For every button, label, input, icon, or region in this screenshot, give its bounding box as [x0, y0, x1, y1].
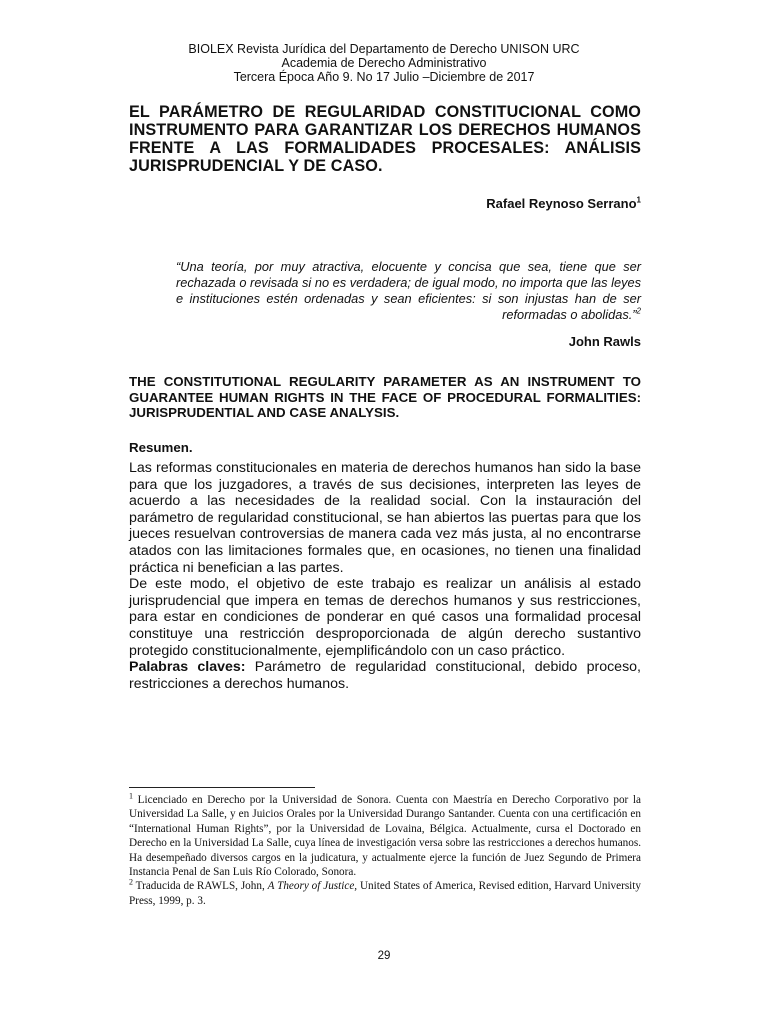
- journal-header: [0, 42, 768, 84]
- epigraph-text: “Una teoría, por muy atractiva, elocuente y concisa que sea, tiene que ser rechazada o revisada si no es verdadera; de igual modo, no importa que las leyes e instituciones estén ordenadas y sean eficientes: si son injustas han de ser reformadas o abolidas.”: [176, 259, 641, 322]
- footnotes: [129, 793, 641, 908]
- footnote-2-text-after: United States of America, Revised edition, Harvard University Press, 1999, p. 3.: [129, 880, 641, 907]
- english-title: THE CONSTITUTIONAL REGULARITY PARAMETER AS AN INSTRUMENT TO GUARANTEE HUMAN RIGHTS IN THE FACE OF PROCEDURAL FORMALITIES: JURISPRUDENTIAL AND CASE ANALYSIS.: [129, 374, 641, 420]
- keywords-text: Parámetro de regularidad constitucional, debido proceso, restricciones a derechos humanos.: [129, 659, 641, 692]
- epigraph-author: John Rawls: [568, 334, 641, 349]
- footnote-2-book-title: A Theory of Justice,: [267, 880, 358, 893]
- keywords-label: Palabras claves:: [129, 659, 246, 676]
- author-footnote-ref[interactable]: 1: [636, 195, 641, 205]
- footnote-separator: [129, 787, 315, 788]
- journal-header-line-3: Tercera Época Año 9. No 17 Julio –Diciembre de 2017: [233, 70, 535, 84]
- author-name: Rafael Reynoso Serrano: [486, 196, 637, 211]
- footnote-2: [129, 879, 641, 908]
- abstract-heading: Resumen.: [129, 440, 193, 455]
- abstract-body: [129, 460, 641, 692]
- keywords-paragraph: [129, 659, 641, 692]
- footnote-2-number: 2: [129, 877, 133, 887]
- abstract-paragraph-2: De este modo, el objetivo de este trabajo es realizar un análisis al estado jurisprudencial que impera en temas de derechos humanos y sus restricciones, para estar en condiciones de ponderar en qué casos una formalidad procesal constituye una restricción desproporcionada de algún derecho sustantivo protegido constitucionalmente, ejemplificándolo con un caso práctico.: [129, 576, 641, 659]
- footnote-1-number: 1: [129, 791, 133, 801]
- footnote-1-text: Licenciado en Derecho por la Universidad de Sonora. Cuenta con Maestría en Derecho Corporativo por la Universidad La Salle, y en Juicios Orales por la Universidad Durango Santander. Cuenta con una certificación en “International Human Rights”, por la Universidad de Lovaina, Bélgica. Actualmente, cursa el Doctorado en Derecho en la Universidad La Salle, cuya línea de investigación versa sobre las restricciones a derechos humanos. Ha desempeñado diversos cargos en la judicatura, y actualmente ejerce la función de Juez Segundo de Primera Instancia Penal de San Luis Río Colorado, Sonora.: [129, 794, 641, 879]
- footnote-2-text-before: Traducida de RAWLS, John,: [133, 880, 268, 893]
- page-number: 29: [377, 950, 391, 962]
- article-title: EL PARÁMETRO DE REGULARIDAD CONSTITUCIONAL COMO INSTRUMENTO PARA GARANTIZAR LOS DERECHOS HUMANOS FRENTE A LAS FORMALIDADES PROCESALES: ANÁLISIS JURISPRUDENCIAL Y DE CASO.: [129, 103, 641, 175]
- epigraph-footnote-ref[interactable]: 2: [636, 306, 641, 316]
- journal-header-line-1: BIOLEX Revista Jurídica del Departamento de Derecho UNISON URC: [188, 42, 580, 56]
- footnote-1: [129, 793, 641, 879]
- abstract-paragraph-1: Las reformas constitucionales en materia de derechos humanos han sido la base para que los juzgadores, a través de sus decisiones, interpreten las leyes de acuerdo a las necesidades de la realidad social. Con la instauración del parámetro de regularidad constitucional, se han abiertos las puertas para que los jueces resuelvan controversias de manera cada vez más justa, al no encontrarse atados con las limitaciones formales que, en ocasiones, no tienen una finalidad práctica ni benefician a las partes.: [129, 460, 641, 576]
- epigraph-quote: [176, 259, 641, 323]
- article-author: [486, 196, 641, 212]
- journal-header-line-2: Academia de Derecho Administrativo: [281, 56, 487, 70]
